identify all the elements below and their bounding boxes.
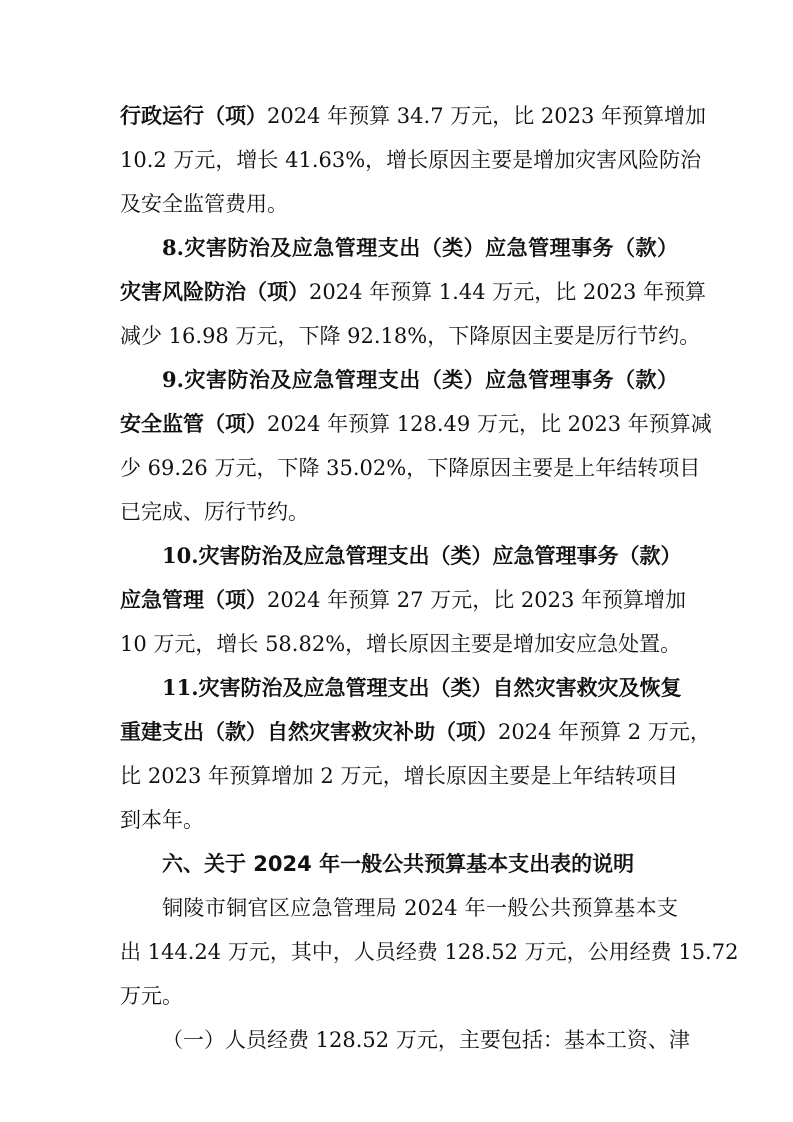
text-line (162, 668, 682, 708)
text-run: 出 144.24 万元，其中，人员经费 128.52 万元，公用经费 15.72 (120, 940, 739, 964)
section-heading-text: 六、关于 2024 年一般公共预算基本支出表的说明 (162, 852, 635, 876)
text-line (120, 316, 701, 356)
text-run: 2024 年预算 2 万元， (498, 720, 711, 744)
text-line (162, 360, 678, 400)
text-line (120, 932, 739, 972)
text-line (120, 492, 678, 532)
text-line (162, 536, 682, 576)
text-line (120, 756, 678, 796)
text-run: 减少 16.98 万元，下降 92.18%，下降原因主要是厉行节约。 (120, 324, 701, 348)
text-line (120, 580, 686, 620)
text-line (120, 800, 678, 840)
text-run: 到本年。 (120, 808, 204, 832)
text-run: 2024 年预算 27 万元，比 2023 年预算增加 (267, 588, 686, 612)
item-heading: 8.灾害防治及应急管理支出（类）应急管理事务（款） (162, 235, 678, 260)
text-run: 2024 年预算 34.7 万元，比 2023 年预算增加 (267, 104, 707, 128)
text-run: 铜陵市铜官区应急管理局 2024 年一般公共预算基本支 (162, 896, 678, 920)
text-line (162, 228, 678, 268)
text-run: 10.2 万元，增长 41.63%，增长原因主要是增加灾害风险防治 (120, 148, 702, 172)
item-heading: 重建支出（款）自然灾害救灾补助（项） (120, 719, 498, 744)
item-heading: 应急管理（项） (120, 587, 267, 612)
text-run: 2024 年预算 1.44 万元，比 2023 年预算 (309, 280, 707, 304)
text-line (120, 624, 682, 664)
text-line (120, 448, 701, 488)
text-run: 2024 年预算 128.49 万元，比 2023 年预算减 (267, 412, 712, 436)
text-line (120, 712, 711, 752)
text-run: 比 2023 年预算增加 2 万元，增长原因主要是上年结转项目 (120, 764, 678, 788)
item-heading: 行政运行（项） (120, 103, 267, 128)
text-run: 已完成、厉行节约。 (120, 500, 309, 524)
item-heading: 11.灾害防治及应急管理支出（类）自然灾害救灾及恢复 (162, 675, 682, 700)
text-run: 及安全监管费用。 (120, 192, 288, 216)
text-line (120, 96, 707, 136)
item-heading: 10.灾害防治及应急管理支出（类）应急管理事务（款） (162, 543, 682, 568)
text-run: 10 万元，增长 58.82%，增长原因主要是增加安应急处置。 (120, 632, 682, 656)
item-heading: 安全监管（项） (120, 411, 267, 436)
text-line (120, 140, 702, 180)
text-line (162, 1020, 690, 1060)
text-run: 少 69.26 万元，下降 35.02%，下降原因主要是上年结转项目 (120, 456, 701, 480)
item-heading: 灾害风险防治（项） (120, 279, 309, 304)
text-line (120, 404, 712, 444)
text-line (120, 184, 678, 224)
text-run: （一）人员经费 128.52 万元，主要包括：基本工资、津 (162, 1028, 690, 1052)
text-line (120, 976, 678, 1016)
section-heading (162, 844, 678, 884)
text-line (162, 888, 678, 928)
text-run: 万元。 (120, 984, 183, 1008)
item-heading: 9.灾害防治及应急管理支出（类）应急管理事务（款） (162, 367, 678, 392)
text-line (120, 272, 707, 312)
